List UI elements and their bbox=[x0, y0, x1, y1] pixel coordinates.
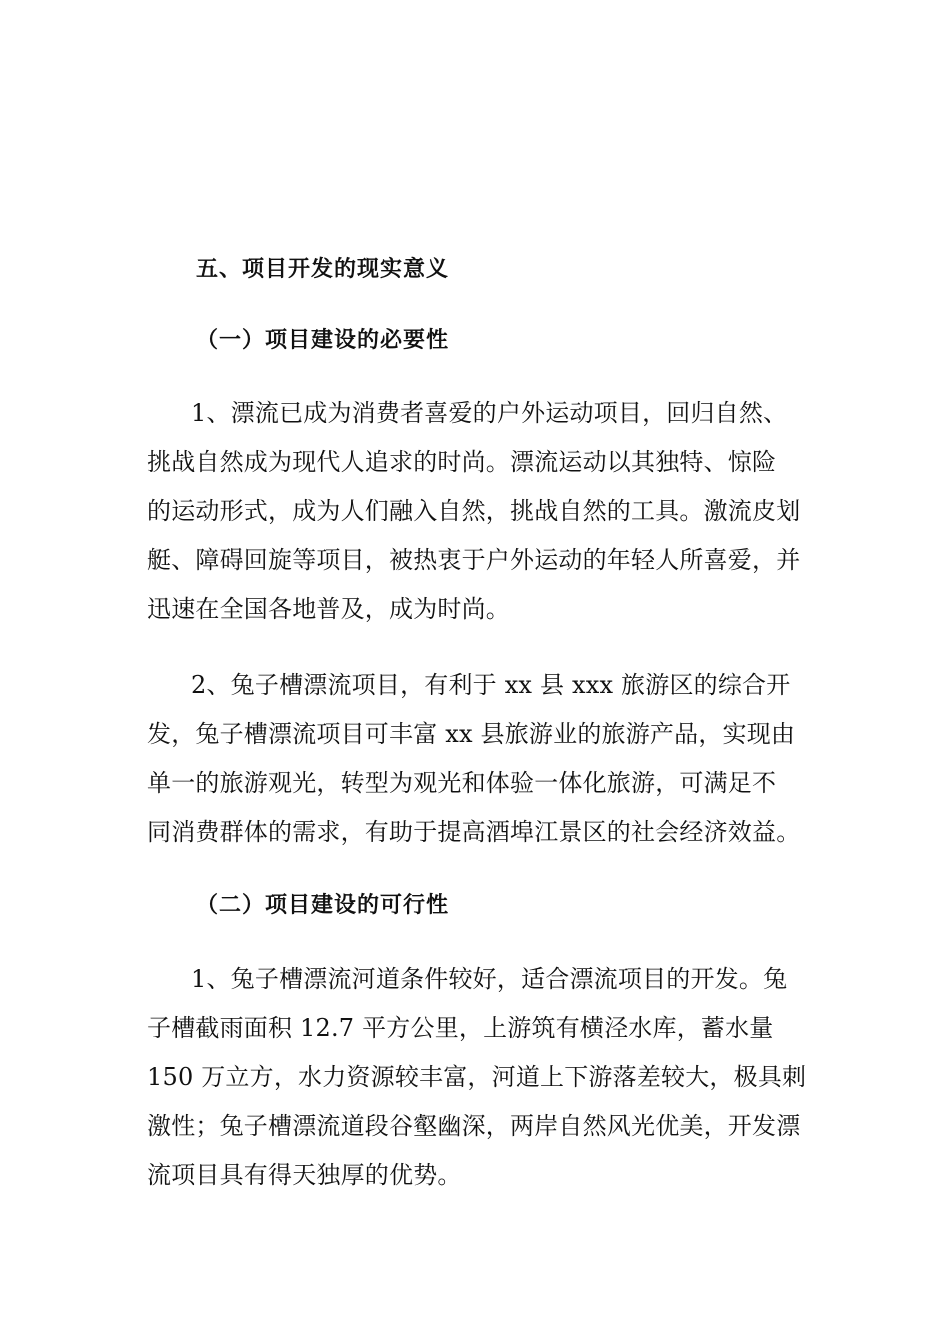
subsection-title-feasibility: （二）项目建设的可行性 bbox=[196, 893, 450, 918]
paragraph-line: 激性；兔子槽漂流道段谷壑幽深，两岸自然风光优美，开发漂 bbox=[147, 1112, 801, 1140]
paragraph-line: 发，兔子槽漂流项目可丰富 xx 县旅游业的旅游产品，实现由 bbox=[147, 720, 796, 748]
paragraph-line: 艇、障碍回旋等项目，被热衷于户外运动的年轻人所喜爱，并 bbox=[147, 546, 801, 574]
paragraph-line: 1、兔子槽漂流河道条件较好，适合漂流项目的开发。兔 bbox=[191, 965, 788, 993]
paragraph-line: 同消费群体的需求，有助于提高酒埠江景区的社会经济效益。 bbox=[147, 818, 801, 846]
paragraph-line: 单一的旅游观光，转型为观光和体验一体化旅游，可满足不 bbox=[147, 769, 777, 797]
subsection-title-necessity: （一）项目建设的必要性 bbox=[196, 328, 450, 353]
paragraph-line: 1、漂流已成为消费者喜爱的户外运动项目，回归自然、 bbox=[191, 399, 788, 427]
paragraph-necessity-2 bbox=[147, 661, 817, 857]
paragraph-feasibility-1 bbox=[147, 955, 817, 1200]
paragraph-line: 流项目具有得天独厚的优势。 bbox=[147, 1161, 462, 1189]
paragraph-line: 150 万立方，水力资源较丰富，河道上下游落差较大，极具刺 bbox=[147, 1063, 807, 1091]
section-title: 五、项目开发的现实意义 bbox=[196, 257, 450, 282]
paragraph-necessity-1 bbox=[147, 389, 817, 634]
paragraph-line: 挑战自然成为现代人追求的时尚。漂流运动以其独特、惊险 bbox=[147, 448, 777, 476]
paragraph-line: 2、兔子槽漂流项目，有利于 xx 县 xxx 旅游区的综合开 bbox=[191, 671, 791, 699]
paragraph-line: 迅速在全国各地普及，成为时尚。 bbox=[147, 595, 510, 623]
paragraph-line: 的运动形式，成为人们融入自然，挑战自然的工具。激流皮划 bbox=[147, 497, 801, 525]
paragraph-line: 子槽截雨面积 12.7 平方公里，上游筑有横泾水库，蓄水量 bbox=[147, 1014, 774, 1042]
